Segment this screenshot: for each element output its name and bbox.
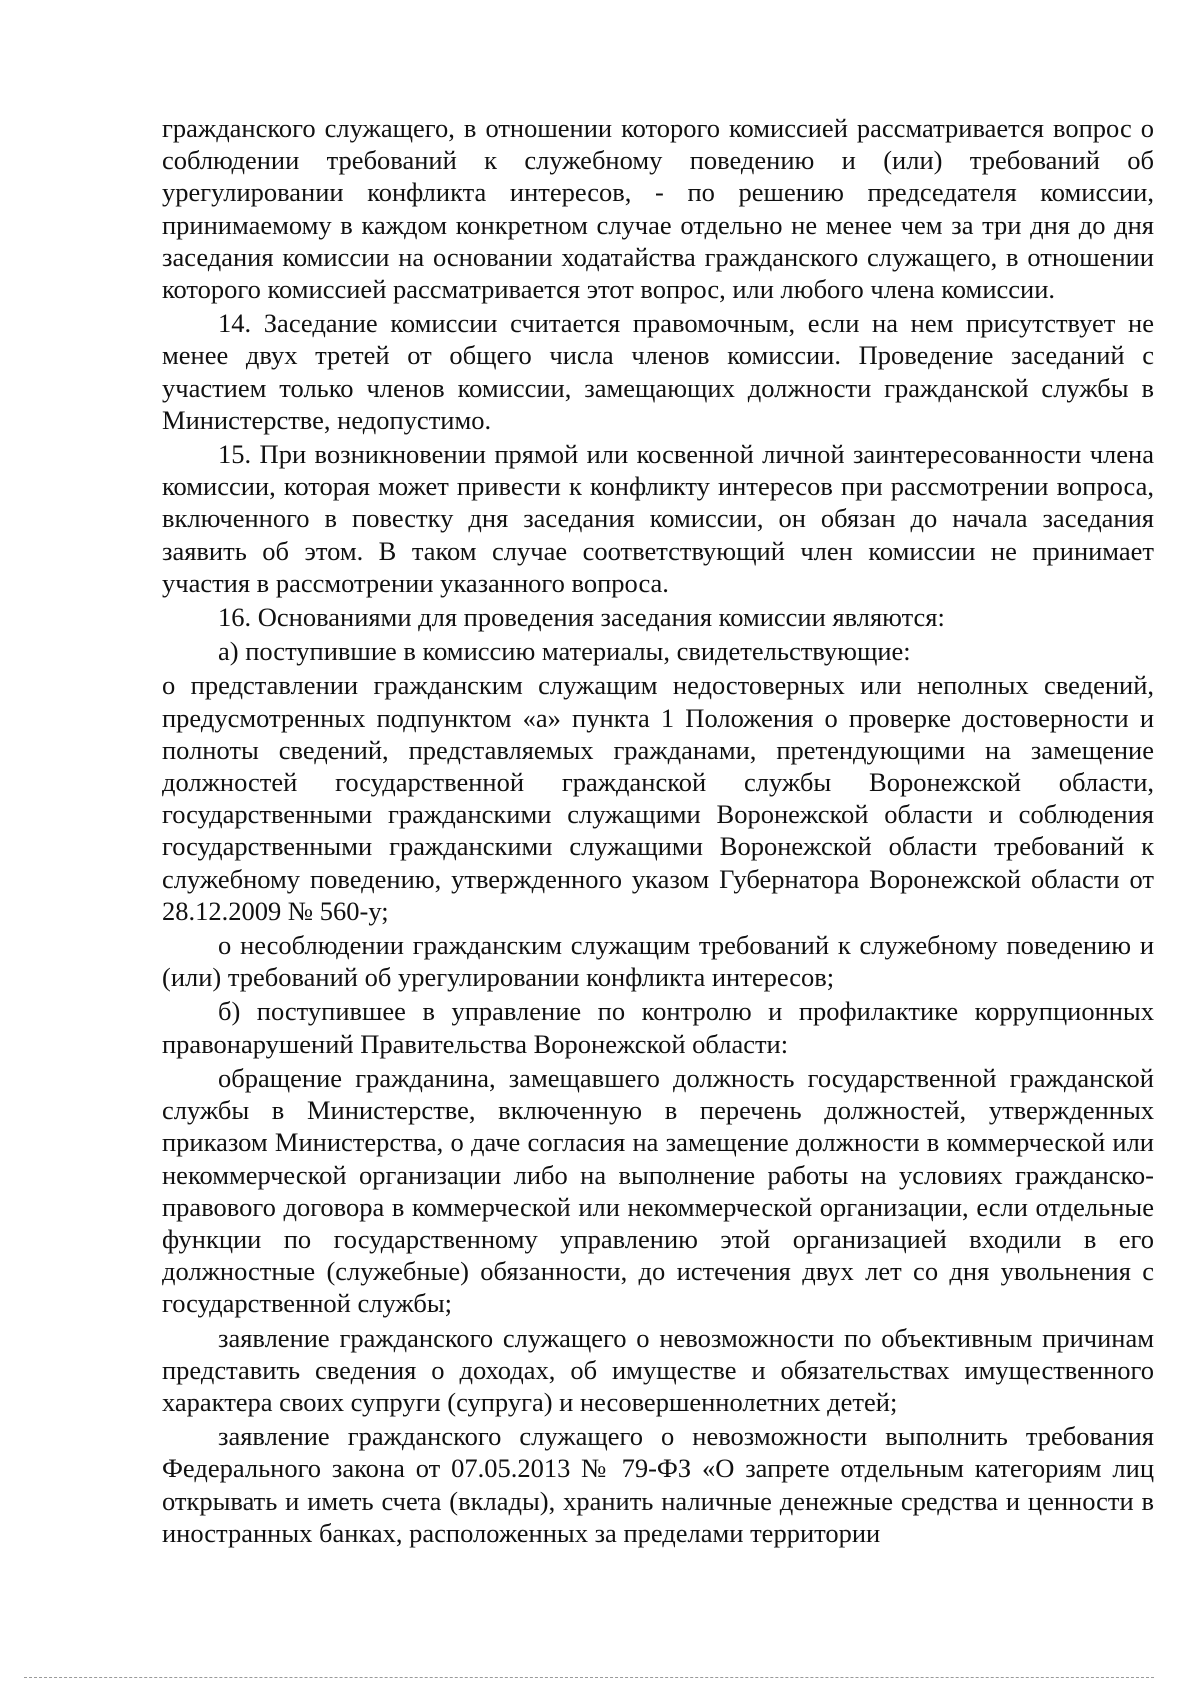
paragraph-non-compliance: о несоблюдении гражданским служащим требований к служебному поведению и (или) требований об урегулировании конфликта интересов; — [162, 930, 1154, 993]
paragraph-item-14: 14. Заседание комиссии считается правомочным, если на нем присутствует не менее двух третей от общего числа членов комиссии. Проведение заседаний с участием только членов комиссии, замещающих должности гражданской службы в Министерстве, недопустимо. — [162, 308, 1154, 435]
paragraph-subitem-a: а) поступившие в комиссию материалы, свидетельствующие: — [218, 636, 911, 667]
page-bottom-divider — [24, 1677, 1154, 1678]
paragraph-federal-law-statement: заявление гражданского служащего о невозможности выполнить требования Федерального закона от 07.05.2013 № 79-ФЗ «О запрете отдельным категориям лиц открывать и иметь счета (вклады), хранить наличные денежные средства и ценности в иностранных банках, расположенных за пределами территории — [162, 1421, 1154, 1548]
document-body — [162, 112, 1154, 1549]
paragraph-subitem-b: б) поступившее в управление по контролю и профилактике коррупционных правонарушений Правительства Воронежской области: — [162, 996, 1154, 1059]
paragraph-citizen-appeal: обращение гражданина, замещавшего должность государственной гражданской службы в Министерстве, включенную в перечень должностей, утвержденных приказом Министерства, о даче согласия на замещение должности в коммерческой или некоммерческой организации либо на выполнение работы на условиях гражданско-правового договора в коммерческой или некоммерческой организации, если отдельные функции по государственному управлению этой организацией входили в его должностные (служебные) обязанности, до истечения двух лет со дня увольнения с государственной службы; — [162, 1062, 1154, 1319]
paragraph-income-statement: заявление гражданского служащего о невозможности по объективным причинам представить сведения о доходах, об имуществе и обязательствах имущественного характера своих супруги (супруга) и несовершеннолетних детей; — [162, 1322, 1154, 1417]
paragraph-item-15: 15. При возникновении прямой или косвенной личной заинтересованности члена комиссии, которая может привести к конфликту интересов при рассмотрении вопроса, включенного в повестку дня заседания комиссии, он обязан до начала заседания заявить об этом. В таком случае соответствующий член комиссии не принимает участия в рассмотрении указанного вопроса. — [162, 439, 1154, 598]
paragraph-false-information: о представлении гражданским служащим недостоверных или неполных сведений, предусмотренных подпунктом «а» пункта 1 Положения о проверке достоверности и полноты сведений, представляемых гражданами, претендующими на замещение должностей государственной гражданской службы Воронежской области, государственными гражданскими служащими Воронежской области и соблюдения государственными гражданскими служащими Воронежской области требований к служебному поведению, утвержденного указом Губернатора Воронежской области от 28.12.2009 № 560-у; — [162, 670, 1154, 926]
paragraph-continuation: гражданского служащего, в отношении которого комиссией рассматривается вопрос о соблюдении требований к служебному поведению и (или) требований об урегулировании конфликта интересов, - по решению председателя комиссии, принимаемому в каждом конкретном случае отдельно не менее чем за три дня до дня заседания комиссии на основании ходатайства гражданского служащего, в отношении которого комиссией рассматривается этот вопрос, или любого члена комиссии. — [162, 113, 1154, 305]
paragraph-item-16: 16. Основаниями для проведения заседания комиссии являются: — [218, 602, 945, 633]
